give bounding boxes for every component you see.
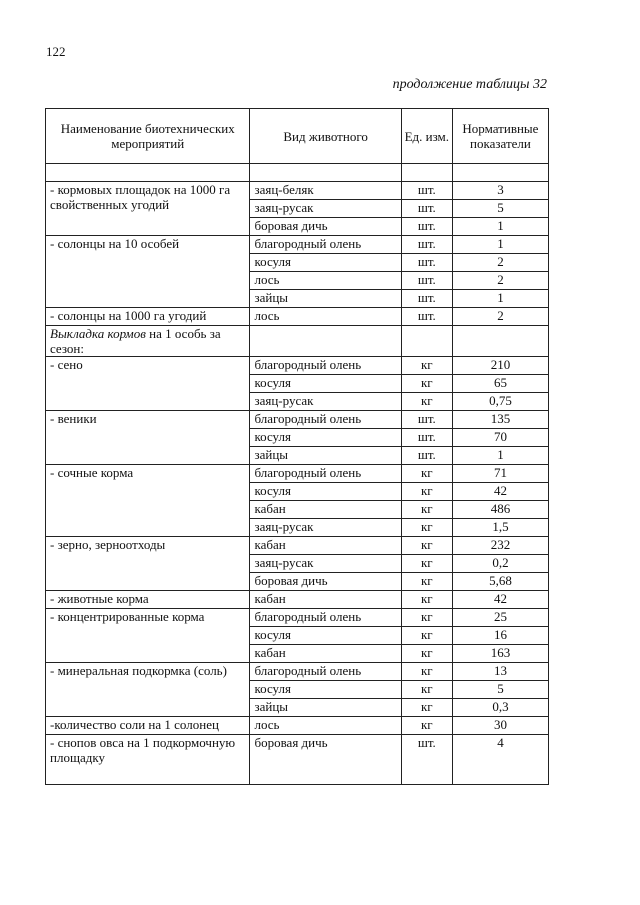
table-row bbox=[46, 236, 549, 254]
unit-cell: кг bbox=[401, 645, 452, 663]
table-row bbox=[46, 465, 549, 483]
measure-cell: - снопов овса на 1 подкормочную площадку bbox=[46, 735, 250, 785]
table-section-row bbox=[46, 326, 549, 357]
unit-cell: шт. bbox=[401, 447, 452, 465]
unit-cell: шт. bbox=[401, 411, 452, 429]
animal-cell: косуля bbox=[250, 254, 401, 272]
unit-cell: шт. bbox=[401, 272, 452, 290]
header-animal: Вид животного bbox=[250, 109, 401, 164]
animal-cell: благородный олень bbox=[250, 465, 401, 483]
value-cell: 135 bbox=[452, 411, 548, 429]
table-row bbox=[46, 308, 549, 326]
value-cell: 1 bbox=[452, 218, 548, 236]
animal-cell: благородный олень bbox=[250, 411, 401, 429]
unit-cell: кг bbox=[401, 717, 452, 735]
animal-cell: заяц-русак bbox=[250, 200, 401, 218]
value-cell: 42 bbox=[452, 591, 548, 609]
value-cell: 70 bbox=[452, 429, 548, 447]
unit-cell: кг bbox=[401, 465, 452, 483]
value-cell: 1,5 bbox=[452, 519, 548, 537]
section-heading-rest: на 1 особь за сезон: bbox=[50, 326, 221, 356]
animal-cell: боровая дичь bbox=[250, 218, 401, 236]
value-cell: 5,68 bbox=[452, 573, 548, 591]
measure-cell: -количество соли на 1 солонец bbox=[46, 717, 250, 735]
unit-cell: кг bbox=[401, 663, 452, 681]
unit-cell: кг bbox=[401, 519, 452, 537]
value-cell: 13 bbox=[452, 663, 548, 681]
unit-cell: кг bbox=[401, 591, 452, 609]
animal-cell: зайцы bbox=[250, 699, 401, 717]
value-cell: 25 bbox=[452, 609, 548, 627]
value-cell: 4 bbox=[452, 735, 548, 785]
animal-cell: благородный олень bbox=[250, 609, 401, 627]
value-cell: 163 bbox=[452, 645, 548, 663]
animal-cell: косуля bbox=[250, 627, 401, 645]
animal-cell: лось bbox=[250, 717, 401, 735]
value-cell: 2 bbox=[452, 272, 548, 290]
measure-cell: - животные корма bbox=[46, 591, 250, 609]
value-cell: 1 bbox=[452, 447, 548, 465]
unit-cell: кг bbox=[401, 375, 452, 393]
header-measure: Наименование биотехнических мероприятий bbox=[46, 109, 250, 164]
animal-cell: зайцы bbox=[250, 290, 401, 308]
table-row bbox=[46, 609, 549, 627]
unit-cell: шт. bbox=[401, 200, 452, 218]
unit-cell: шт. bbox=[401, 254, 452, 272]
measure-cell: - солонцы на 10 особей bbox=[46, 236, 250, 308]
animal-cell: косуля bbox=[250, 483, 401, 501]
animal-cell: зайцы bbox=[250, 447, 401, 465]
table-row bbox=[46, 357, 549, 375]
norms-table bbox=[45, 108, 549, 785]
measure-cell: - веники bbox=[46, 411, 250, 465]
measure-cell: - сочные корма bbox=[46, 465, 250, 537]
value-cell: 486 bbox=[452, 501, 548, 519]
animal-cell: кабан bbox=[250, 501, 401, 519]
value-cell: 71 bbox=[452, 465, 548, 483]
measure-cell: - сено bbox=[46, 357, 250, 411]
value-cell: 1 bbox=[452, 236, 548, 254]
unit-cell: кг bbox=[401, 483, 452, 501]
value-cell: 232 bbox=[452, 537, 548, 555]
table-row bbox=[46, 182, 549, 200]
table-row bbox=[46, 735, 549, 785]
measure-cell: - солонцы на 1000 га угодий bbox=[46, 308, 250, 326]
table-spacer-row bbox=[46, 164, 549, 182]
unit-cell: кг bbox=[401, 537, 452, 555]
table-row bbox=[46, 663, 549, 681]
section-heading-cell bbox=[46, 326, 250, 357]
header-norm: Нормативные показатели bbox=[452, 109, 548, 164]
table-continuation-caption: продолжение таблицы 32 bbox=[392, 77, 547, 92]
header-unit: Ед. изм. bbox=[401, 109, 452, 164]
value-cell: 65 bbox=[452, 375, 548, 393]
animal-cell: благородный олень bbox=[250, 357, 401, 375]
animal-cell: заяц-русак bbox=[250, 555, 401, 573]
value-cell: 5 bbox=[452, 681, 548, 699]
value-cell: 30 bbox=[452, 717, 548, 735]
animal-cell: кабан bbox=[250, 537, 401, 555]
unit-cell: кг bbox=[401, 573, 452, 591]
animal-cell: благородный олень bbox=[250, 663, 401, 681]
unit-cell: шт. bbox=[401, 429, 452, 447]
page-number: 122 bbox=[46, 44, 66, 59]
section-heading-italic: Выкладка кормов bbox=[50, 326, 146, 341]
animal-cell: боровая дичь bbox=[250, 573, 401, 591]
unit-cell: кг bbox=[401, 627, 452, 645]
value-cell: 2 bbox=[452, 254, 548, 272]
animal-cell: заяц-беляк bbox=[250, 182, 401, 200]
value-cell: 16 bbox=[452, 627, 548, 645]
unit-cell: кг bbox=[401, 393, 452, 411]
unit-cell: шт. bbox=[401, 236, 452, 254]
measure-cell: - кормовых площадок на 1000 га свойственных угодий bbox=[46, 182, 250, 236]
animal-cell: кабан bbox=[250, 645, 401, 663]
animal-cell: заяц-русак bbox=[250, 393, 401, 411]
value-cell: 210 bbox=[452, 357, 548, 375]
animal-cell: косуля bbox=[250, 375, 401, 393]
animal-cell: косуля bbox=[250, 429, 401, 447]
table-row bbox=[46, 717, 549, 735]
value-cell: 42 bbox=[452, 483, 548, 501]
unit-cell: шт. bbox=[401, 290, 452, 308]
animal-cell: лось bbox=[250, 308, 401, 326]
unit-cell: кг bbox=[401, 501, 452, 519]
table-row bbox=[46, 411, 549, 429]
animal-cell: боровая дичь bbox=[250, 735, 401, 785]
unit-cell: кг bbox=[401, 699, 452, 717]
unit-cell: кг bbox=[401, 609, 452, 627]
value-cell: 0,3 bbox=[452, 699, 548, 717]
value-cell: 5 bbox=[452, 200, 548, 218]
unit-cell: кг bbox=[401, 681, 452, 699]
measure-cell: - концентрированные корма bbox=[46, 609, 250, 663]
unit-cell: кг bbox=[401, 555, 452, 573]
animal-cell: лось bbox=[250, 272, 401, 290]
table-row bbox=[46, 591, 549, 609]
animal-cell: заяц-русак bbox=[250, 519, 401, 537]
value-cell: 0,75 bbox=[452, 393, 548, 411]
measure-cell: - минеральная подкормка (соль) bbox=[46, 663, 250, 717]
unit-cell: кг bbox=[401, 357, 452, 375]
unit-cell: шт. bbox=[401, 308, 452, 326]
value-cell: 1 bbox=[452, 290, 548, 308]
animal-cell: кабан bbox=[250, 591, 401, 609]
animal-cell: благородный олень bbox=[250, 236, 401, 254]
value-cell: 3 bbox=[452, 182, 548, 200]
unit-cell: шт. bbox=[401, 735, 452, 785]
unit-cell: шт. bbox=[401, 218, 452, 236]
measure-cell: - зерно, зерноотходы bbox=[46, 537, 250, 591]
animal-cell: косуля bbox=[250, 681, 401, 699]
value-cell: 0,2 bbox=[452, 555, 548, 573]
table-row bbox=[46, 537, 549, 555]
table-header-row bbox=[46, 109, 549, 164]
value-cell: 2 bbox=[452, 308, 548, 326]
unit-cell: шт. bbox=[401, 182, 452, 200]
